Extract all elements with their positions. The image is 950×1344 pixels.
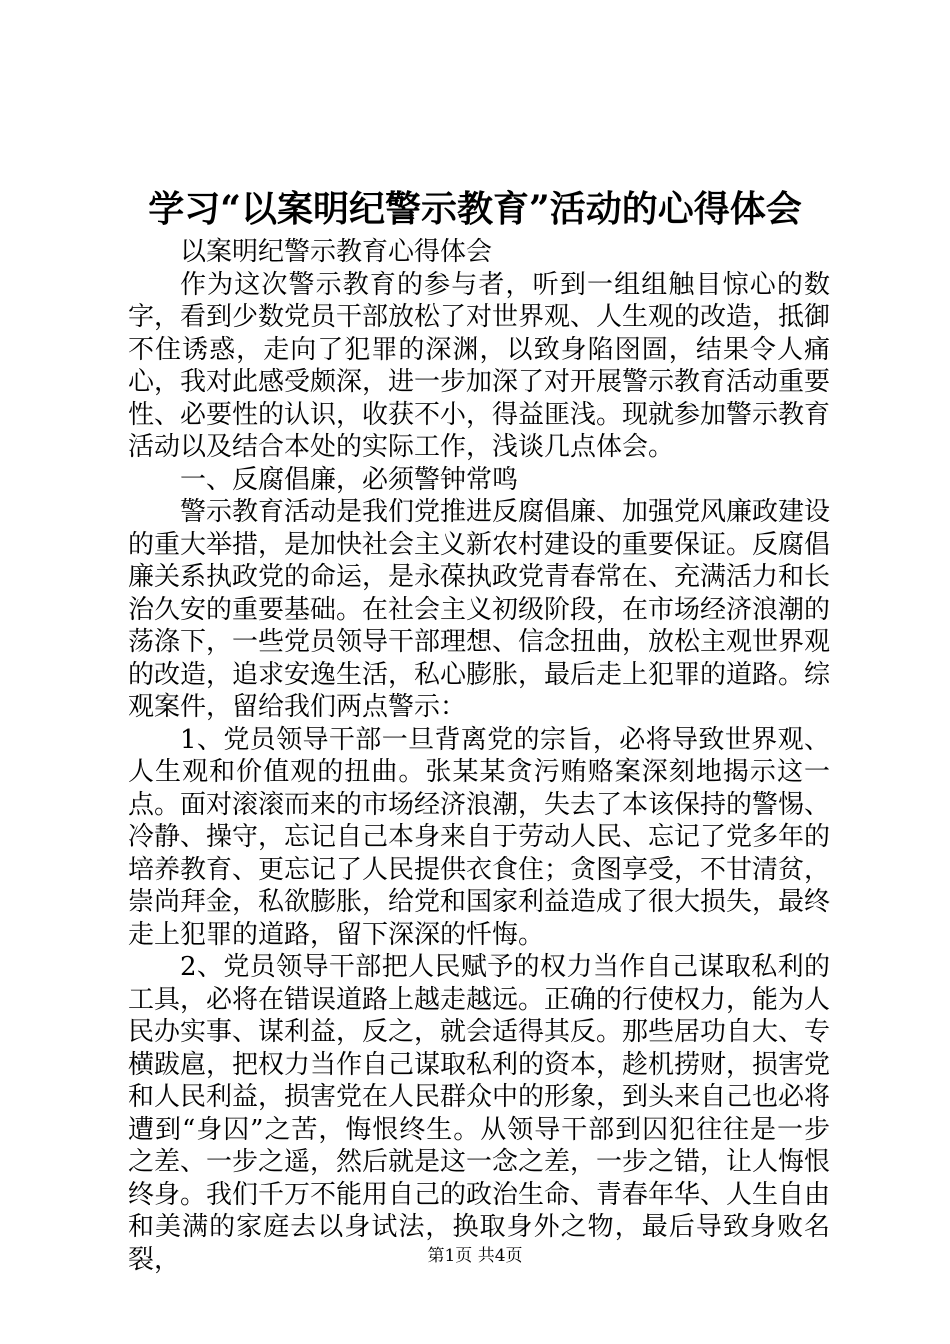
point-one-paragraph: 1、党员领导干部一旦背离党的宗旨，必将导致世界观、人生观和价值观的扭曲。张某某贪污贿赂案深刻地揭示这一点。面对滚滚而来的市场经济浪潮，失去了本该保持的警惕、冷静、操守，忘记自己本身来自于劳动人民、忘记了党多年的培养教育、更忘记了人民提供衣食住；贪图享受，不甘清贫，崇尚拜金，私欲膨胀，给党和国家利益造成了很大损失，最终走上犯罪的道路，留下深深的忏悔。 (128, 724, 831, 950)
page-footer: 第1页 共4页 (427, 1246, 523, 1266)
document-title: 学习“以案明纪警示教育”活动的心得体会 (148, 188, 802, 230)
body-paragraph: 警示教育活动是我们党推进反腐倡廉、加强党风廉政建设的重大举措，是加快社会主义新农村建设的重要保证。反腐倡廉关系执政党的命运，是永葆执政党青春常在、充满活力和长治久安的重要基础。在社会主义初级阶段，在市场经济浪潮的荡涤下，一些党员领导干部理想、信念扭曲，放松主观世界观的改造，追求安逸生活，私心膨胀，最后走上犯罪的道路。综观案件，留给我们两点警示： (128, 497, 831, 722)
point-two-paragraph: 2、党员领导干部把人民赋予的权力当作自己谋取私利的工具，必将在错误道路上越走越远。正确的行使权力，能为人民办实事、谋利益，反之，就会适得其反。那些居功自大、专横跋扈，把权力当作自己谋取私利的资本，趁机捞财，损害党和人民利益，损害党在人民群众中的形象，到头来自己也必将遭到“身囚”之苦，悔恨终生。从领导干部到囚犯往往是一步之差、一步之遥，然后就是这一念之差，一步之错，让人悔恨终身。我们千万不能用自己的政治生命、青春年华、人生自由和美满的家庭去以身试法，换取身外之物，最后导致身败名裂， (128, 952, 831, 1275)
intro-paragraph: 作为这次警示教育的参与者，听到一组组触目惊心的数字，看到少数党员干部放松了对世界观、人生观的改造，抵御不住诱惑，走向了犯罪的深渊，以致身陷囹圄，结果令人痛心，我对此感受颇深，进一步加深了对开展警示教育活动重要性、必要性的认识，收获不小，得益匪浅。现就参加警示教育活动以及结合本处的实际工作，浅谈几点体会。 (128, 269, 831, 462)
subtitle-paragraph: 以案明纪警示教育心得体会 (180, 237, 493, 267)
document-body (128, 236, 830, 1276)
section-heading-paragraph: 一、反腐倡廉，必须警钟常鸣 (180, 464, 519, 495)
